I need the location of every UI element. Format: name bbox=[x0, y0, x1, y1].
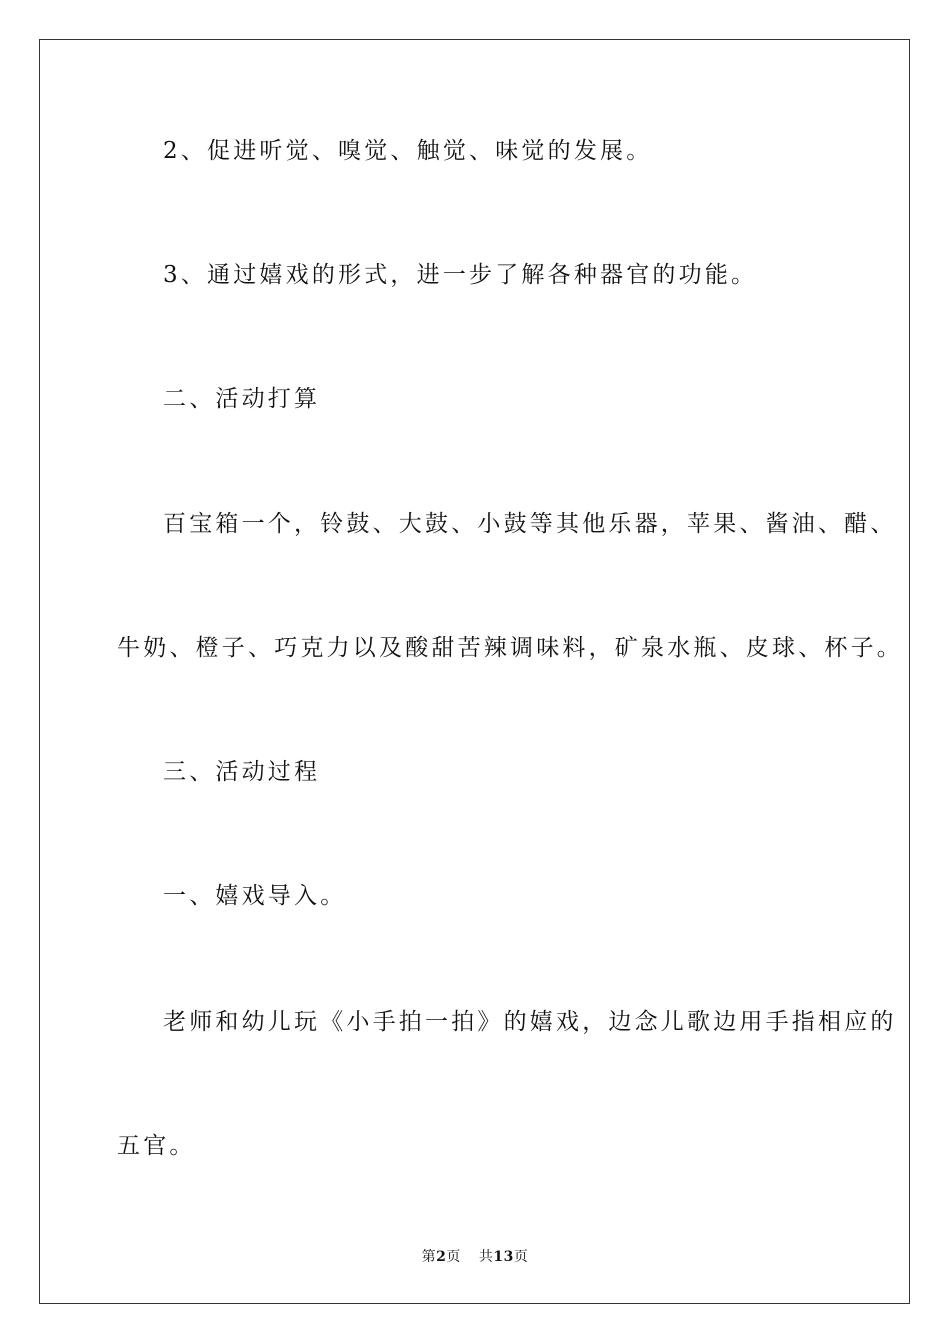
objective-3: 3、通过嬉戏的形式，进一步了解各种器官的功能。 bbox=[163, 262, 758, 288]
footer-page-suffix: 页 bbox=[446, 1249, 461, 1265]
intro-paragraph-line-2: 五官。 bbox=[117, 1133, 196, 1159]
intro-paragraph-line-1: 老师和幼儿玩《小手拍一拍》的嬉戏，边念儿歌边用手指相应的 bbox=[163, 1009, 897, 1035]
section-heading-process: 三、活动过程 bbox=[163, 759, 321, 785]
step-heading-intro: 一、嬉戏导入。 bbox=[163, 883, 347, 909]
section-heading-preparation: 二、活动打算 bbox=[163, 386, 321, 412]
materials-paragraph-line-1: 百宝箱一个，铃鼓、大鼓、小鼓等其他乐器，苹果、酱油、醋、 bbox=[163, 511, 897, 537]
page-footer bbox=[0, 1246, 950, 1266]
footer-page-number: 2 bbox=[436, 1249, 447, 1265]
footer-page-prefix: 第 bbox=[421, 1249, 437, 1265]
objective-2: 2、促进听觉、嗅觉、触觉、味觉的发展。 bbox=[163, 138, 653, 164]
materials-paragraph-line-2: 牛奶、橙子、巧克力以及酸甜苦辣调味料，矿泉水瓶、皮球、杯子。 bbox=[117, 635, 903, 661]
page-border bbox=[39, 39, 910, 1304]
footer-total-pages: 13 bbox=[493, 1249, 514, 1265]
footer-total-prefix: 共 bbox=[478, 1249, 494, 1265]
footer-total-suffix: 页 bbox=[513, 1249, 529, 1265]
